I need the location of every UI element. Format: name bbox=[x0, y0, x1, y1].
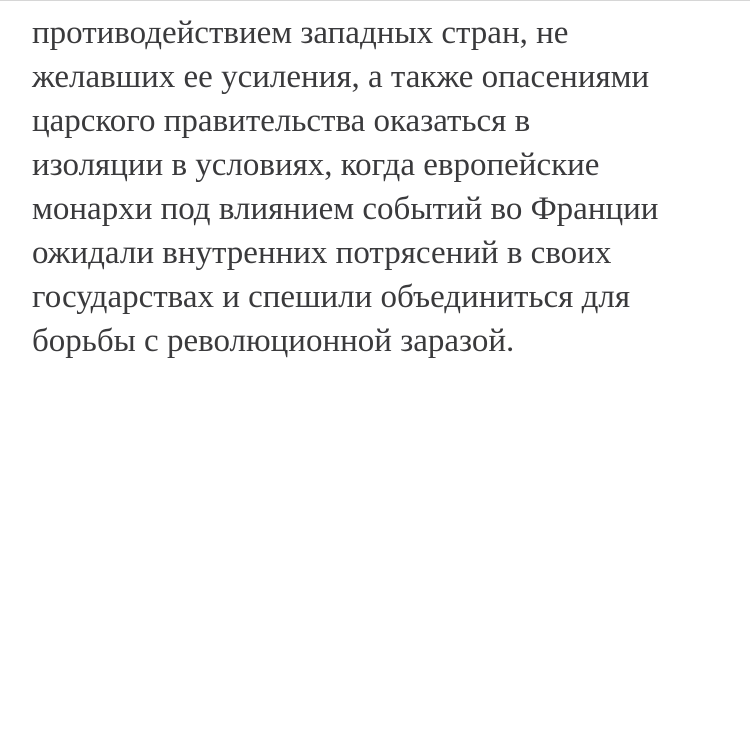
text-line: монархи под влиянием событий во Франции bbox=[32, 191, 659, 227]
text-line: государствах и спешили объединиться для bbox=[32, 279, 631, 315]
text-line: желавших ее усиления, а также опасениями bbox=[32, 59, 650, 95]
text-line: изоляции в условиях, когда европейские bbox=[32, 147, 600, 183]
text-line: ожидали внутренних потрясений в своих bbox=[32, 235, 612, 271]
text-line: борьбы с революционной заразой. bbox=[32, 323, 515, 359]
paragraph bbox=[32, 11, 732, 363]
text-line: царского правительства оказаться в bbox=[32, 103, 531, 139]
text-line: противодействием западных стран, не bbox=[32, 15, 569, 51]
